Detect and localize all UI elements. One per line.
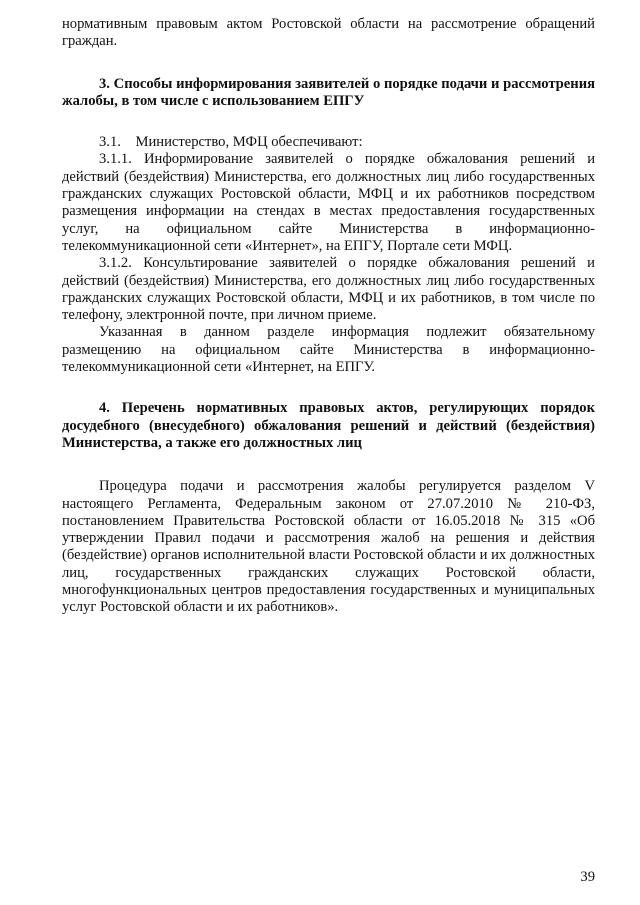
intro-continuation-paragraph: нормативным правовым актом Ростовской области на рассмотрение обращений граждан. [62, 16, 595, 50]
document-page [62, 16, 595, 617]
section-4-body-paragraph: Процедура подачи и рассмотрения жалобы регулируется разделом V настоящего Регламента, Федеральным законом от 27.07.2010 № 210-ФЗ, постановлением Правительства Ростовской области от 16.05.2018 № 315 «Об утверждении Правил подачи и рассмотрения жалоб на решения и действия (бездействие) органов исполнительной власти Ростовской области и их должностных лиц, государственных гражданских служащих Ростовской области, многофункциональных центров предоставления государственных и муниципальных услуг Ростовской области и их работников». [62, 478, 595, 616]
page-number: 39 [580, 869, 595, 885]
section-3-note-paragraph: Указанная в данном разделе информация подлежит обязательному размещению на официальном сайте Министерства в информационно-телекоммуникационной сети «Интернет, на ЕПГУ. [62, 324, 595, 376]
section-4-heading: 4. Перечень нормативных правовых актов, регулирующих порядок досудебного (внесудебного) обжалования решений и действий (бездействия) Министерства, а также его должностных лиц [62, 400, 595, 451]
item-3-1-paragraph: 3.1. Министерство, МФЦ обеспечивают: [99, 134, 363, 151]
item-3-1-2-paragraph: 3.1.2. Консультирование заявителей о порядке обжалования решений и действий (бездействия) Министерства, его должностных лиц либо государственных гражданских служащих Ростовской области, МФЦ и их работников, в том числе по телефону, электронной почте, при личном приеме. [62, 255, 595, 324]
item-3-1-1-paragraph: 3.1.1. Информирование заявителей о порядке обжалования решений и действий (бездействия) Министерства, его должностных лиц либо государственных гражданских служащих Ростовской области, МФЦ и их работников посредством размещения информации на стендах в местах предоставления государственных услуг, на официальном сайте Министерства в информационно-телекоммуникационной сети «Интернет», на ЕПГУ, Портале сети МФЦ. [62, 151, 595, 254]
section-3-heading: 3. Способы информирования заявителей о порядке подачи и рассмотрения жалобы, в том числе с использованием ЕПГУ [62, 75, 595, 109]
